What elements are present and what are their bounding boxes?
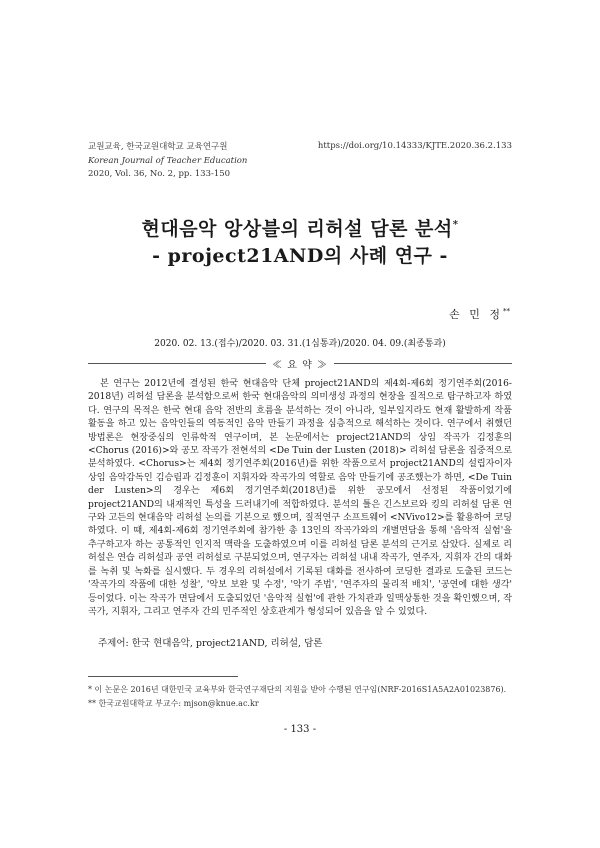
page-number: - 133 - [283,724,317,735]
footnote-funding: * 이 논문은 2016년 대한민국 교육부와 한국연구재단의 지원을 받아 수행된 연구임(NRF-2016S1A5A2A01023876). [88,685,507,694]
publisher: 교원교육, 한국교원대학교 교육연구원 [88,142,228,152]
author-footnote-mark: ** [503,307,510,316]
keywords: 주제어: 한국 현대음악, project21AND, 리허설, 담론 [98,638,323,649]
journal-name: Korean Journal of Teacher Education [88,155,248,166]
author-name: 손 민 정 [449,308,503,321]
divider-left [88,363,266,364]
paper-title [0,214,600,241]
abstract-heading [88,356,512,371]
submission-dates: 2020. 02. 13.(접수)/2020. 03. 31.(1심통과)/2020. 04. 09.(최종통과) [154,339,446,349]
volume-info: 2020, Vol. 36, No. 2, pp. 133-150 [88,169,231,179]
footnote-author: ** 한국교원대학교 부교수: mjson@knue.ac.kr [88,699,259,708]
title-footnote-mark: * [452,219,459,231]
author [449,306,510,322]
title-line-1: 현대음악 앙상블의 리허설 담론 분석 [141,218,453,240]
divider-right [334,363,512,364]
footnote-divider [88,676,238,677]
doi-link[interactable]: https://doi.org/10.14333/KJTE.2020.36.2.133 [317,141,512,151]
journal-header [88,141,247,182]
abstract-text: 본 연구는 2012년에 결성된 한국 현대음악 단체 project21AND의 제4회-제6회 정기연주회(2016-2018년) 리허설 담론을 분석함으로써 한국 현대음악의 의미생성 과정의 현장을 질적으로 탐구하고자 하였다. 연구의 목적은 한국 현대 음악 전반의 흐름을 분석하는 것이 아니라, 일부일지라도 현재 활발하게 작품 활동을 하고 있는 음악인들의 역동적인 음악 만들기 과정을 심층적으로 해석하는 것이다. 연구에서 취했던 방법론은 현장중심의 인류학적 연구이며, 본 논문에서는 project21AND의 상임 작곡가 김정훈의 <Chorus (2016)>와 공모 작곡가 전현석의 <De Tuin der Lusten (2018)> 리허설 담론을 집중적으로 분석하였다. <Chorus>는 제4회 정기연주회(2016년)를 위한 작품으로서 project21AND의 설립자이자 상임 음악감독인 김승림과 김정훈이 지휘자와 작곡가의 역할로 음악 만들기에 공조했는가 하면, <De Tuin der Lusten>의 경우는 제6회 정기연주회(2018년)를 위한 공모에서 선정된 작품이었기에 project21AND의 내재적인 특성을 드러내기에 적합하였다. 분석의 틀은 긴스보르와 킹의 리허설 담론 연구와 고든의 현대음악 리허설 논의를 기본으로 했으며, 질적연구 소프트웨어 <NVivo12>를 활용하여 코딩하였다. 이 때, 제4회-제6회 정기연주회에 참가한 총 13인의 작곡가와의 개별면담을 통해 '음악적 실험'을 추구하고자 하는 공통적인 인지적 맥락을 도출하였으며 이를 리허설 담론 분석의 근거로 삼았다. 실제로 리허설은 연습 리허설과 공연 리허설로 구분되었으며, 연구자는 리허설 내내 작곡가, 연주자, 지휘자 간의 대화를 녹취 및 녹화를 실시했다. 두 경우의 리허설에서 기록된 대화를 전사하여 코딩한 결과로 도출된 코드는 '작곡가의 작품에 대한 성찰', '악보 보완 및 수정', '악기 주법', '연주자의 물리적 배치', '공연에 대한 생각' 등이었다. 이는 작곡가 면담에서 도출되었던 '음악적 실험'에 관한 가치관과 일맥상통한 것을 확인했으며, 작곡가, 지휘자, 그리고 연주자 간의 민주적인 상호관계가 형성되어 있음을 알 수 있었다. [88,379,512,617]
abstract-label: ≪ 요 약 ≫ [272,360,328,371]
paper-subtitle: - project21AND의 사례 연구 - [152,245,448,267]
